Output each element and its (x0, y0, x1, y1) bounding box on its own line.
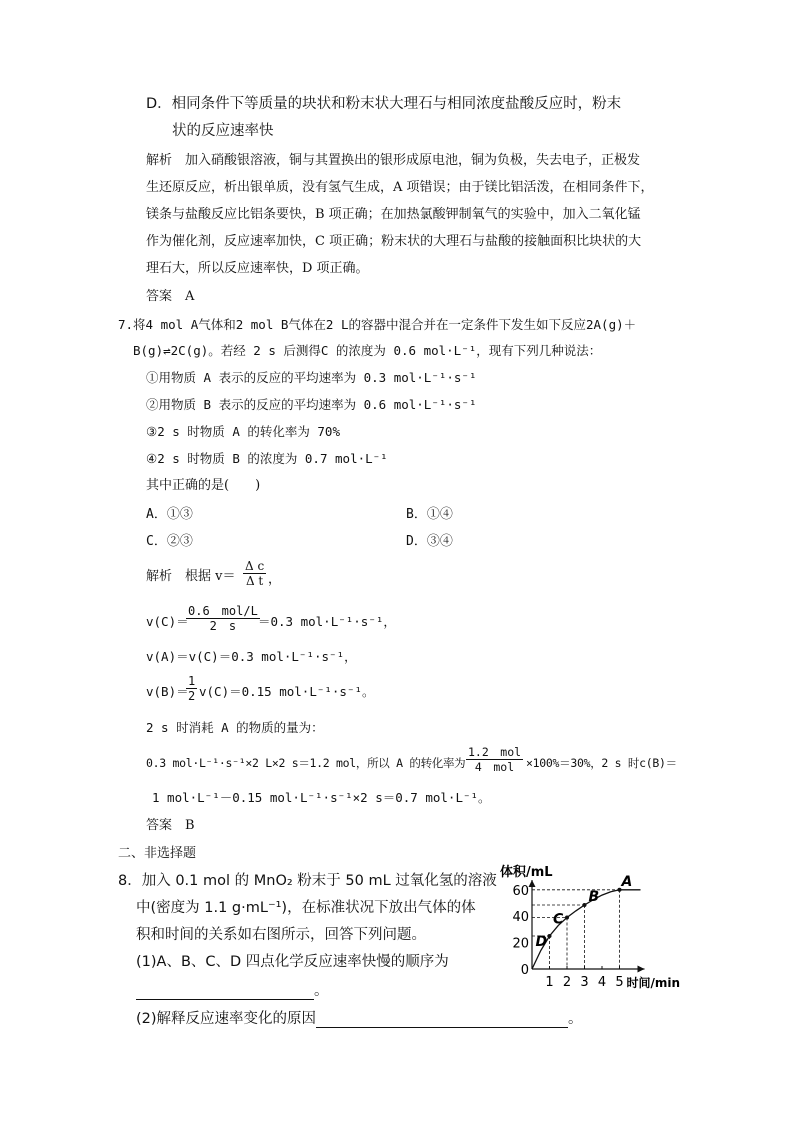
q7-va: v(A)＝v(C)＝0.3 mol·L⁻¹·s⁻¹， (146, 649, 357, 664)
x-axis-label: 时间/min (626, 976, 681, 990)
y-tick-label: 0 (520, 963, 529, 978)
x-tick-label: 2 (562, 975, 572, 990)
fraction-conversion (466, 745, 523, 774)
q7-vb-pre: v(B)＝ (146, 684, 189, 699)
fraction-numerator: Δ c (245, 559, 265, 573)
q7-option-d: D．③④ (406, 534, 453, 549)
q8-sub2-end: 。 (568, 1011, 583, 1027)
q7-vc-post: ＝0.3 mol·L⁻¹·s⁻¹， (258, 614, 396, 629)
q7-option-a: A．①③ (146, 507, 193, 522)
point-label-c: C (553, 911, 564, 928)
q7-calc-post: ×100%＝30%，2 s 时c(B)＝ (526, 756, 677, 770)
analysis-line: 解析 加入硝酸银溶液，铜与其置换出的银形成原电池，铜为负极，失去电子，正极发 (146, 153, 641, 168)
fraction-denominator: 4 mol (474, 760, 515, 774)
q7-calc-line2: 1 mol·L⁻¹－0.15 mol·L⁻¹·s⁻¹×2 s＝0.7 mol·L⁻¹。 (152, 790, 491, 805)
q8-sub1-end: 。 (314, 983, 329, 999)
q8-line1: 8．加入 0.1 mol 的 MnO₂ 粉末于 50 mL 过氧化氢的溶液 (118, 873, 497, 889)
option-d-line2: 状的反应速率快 (172, 123, 274, 139)
q7-statement: ①用物质 A 表示的反应的平均速率为 0.3 mol·L⁻¹·s⁻¹ (146, 370, 477, 385)
q8-sub2-label: (2)解释反应速率变化的原因 (136, 1011, 317, 1027)
fraction-half (186, 674, 197, 703)
fraction-denominator: Δ t (245, 574, 264, 588)
y-tick-label: 40 (512, 910, 529, 926)
answer-blank[interactable] (136, 985, 314, 1000)
data-point-b (583, 903, 587, 907)
y-tick-label: 20 (512, 936, 529, 952)
point-label-d: D (535, 934, 548, 950)
q8-sub1: (1)A、B、C、D 四点化学反应速率快慢的顺序为 (136, 954, 449, 970)
fraction-vc (186, 604, 260, 633)
q7-calc-pre: 0.3 mol·L⁻¹·s⁻¹×2 L×2 s＝1.2 mol，所以 A 的转化率为 (146, 756, 466, 770)
answer-blank[interactable] (316, 1013, 568, 1028)
x-tick-label: 1 (545, 975, 554, 990)
fraction-dc-dt (243, 559, 266, 588)
q7-statement: ④2 s 时物质 B 的浓度为 0.7 mol·L⁻¹ (146, 451, 388, 466)
q7-option-b: B．①④ (406, 507, 453, 522)
q8-sub2-row (136, 1010, 583, 1028)
analysis-line: 镁条与盐酸反应比铝条要快，B 项正确；在加热氯酸钾制氧气的实验中，加入二氧化锰 (146, 207, 641, 222)
q7-analysis-frac1-tail: ， (268, 572, 282, 587)
data-point-c (565, 916, 569, 920)
x-tick-label: 4 (597, 975, 607, 990)
volume-curve (532, 890, 641, 969)
q7-statement: ②用物质 B 表示的反应的平均速率为 0.6 mol·L⁻¹·s⁻¹ (146, 397, 477, 412)
q7-vc-pre: v(C)＝ (146, 614, 189, 629)
analysis-line: 生还原反应，析出银单质，没有氢气生成，A 项错误；由于镁比铝活泼，在相同条件下， (146, 180, 654, 195)
q7-question: 其中正确的是( ) (146, 478, 261, 493)
option-d-line1: D．相同条件下等质量的块状和粉末状大理石与相同浓度盐酸反应时，粉末 (146, 96, 622, 112)
point-label-b: B (588, 888, 600, 905)
answer-label: 答案 A (146, 289, 195, 304)
q7-vb-post: v(C)＝0.15 mol·L⁻¹·s⁻¹。 (199, 684, 375, 699)
y-axis-label: 体积/mL (500, 865, 553, 880)
fraction-denominator: 2 (188, 689, 196, 703)
fraction-numerator: 1 (188, 674, 196, 688)
answer-label: 答案 B (146, 818, 195, 833)
analysis-line: 作为催化剂，反应速率加快，C 项正确；粉末状的大理石与盐酸的接触面积比块状的大 (146, 234, 642, 249)
q7-statement: ③2 s 时物质 A 的转化率为 70% (146, 424, 340, 439)
y-tick-label: 60 (512, 883, 529, 899)
q7-option-c: C．②③ (146, 534, 193, 549)
q7-stem-line1: 7.将4 mol A气体和2 mol B气体在2 L的容器中混合并在一定条件下发生如下反应2A(g)＋ (118, 317, 637, 332)
x-tick-label: 3 (580, 975, 589, 990)
fraction-numerator: 1.2 mol (468, 745, 522, 759)
analysis-line: 理石大，所以反应速率快，D 项正确。 (146, 261, 369, 276)
fraction-denominator: 2 s (209, 619, 237, 633)
q7-analysis-label: 解析 根据 v＝ (146, 569, 236, 584)
point-label-a: A (621, 873, 633, 890)
data-point-d (548, 934, 552, 938)
volume-time-chart (500, 862, 690, 992)
section-heading: 二、非选择题 (118, 846, 197, 861)
q8-line3: 积和时间的关系如右图所示，回答下列问题。 (136, 927, 426, 943)
q7-consume-line: 2 s 时消耗 A 的物质的量为： (146, 720, 324, 735)
x-tick-label: 5 (615, 975, 624, 990)
q8-sub1-row (136, 982, 329, 1000)
fraction-numerator: 0.6 mol/L (188, 604, 258, 618)
q8-line2: 中(密度为 1.1 g·mL⁻¹)，在标准状况下放出气体的体 (136, 900, 476, 916)
q7-stem-line2: B(g)⇌2C(g)。若经 2 s 后测得C 的浓度为 0.6 mol·L⁻¹，现有下列几种说法： (133, 343, 602, 358)
